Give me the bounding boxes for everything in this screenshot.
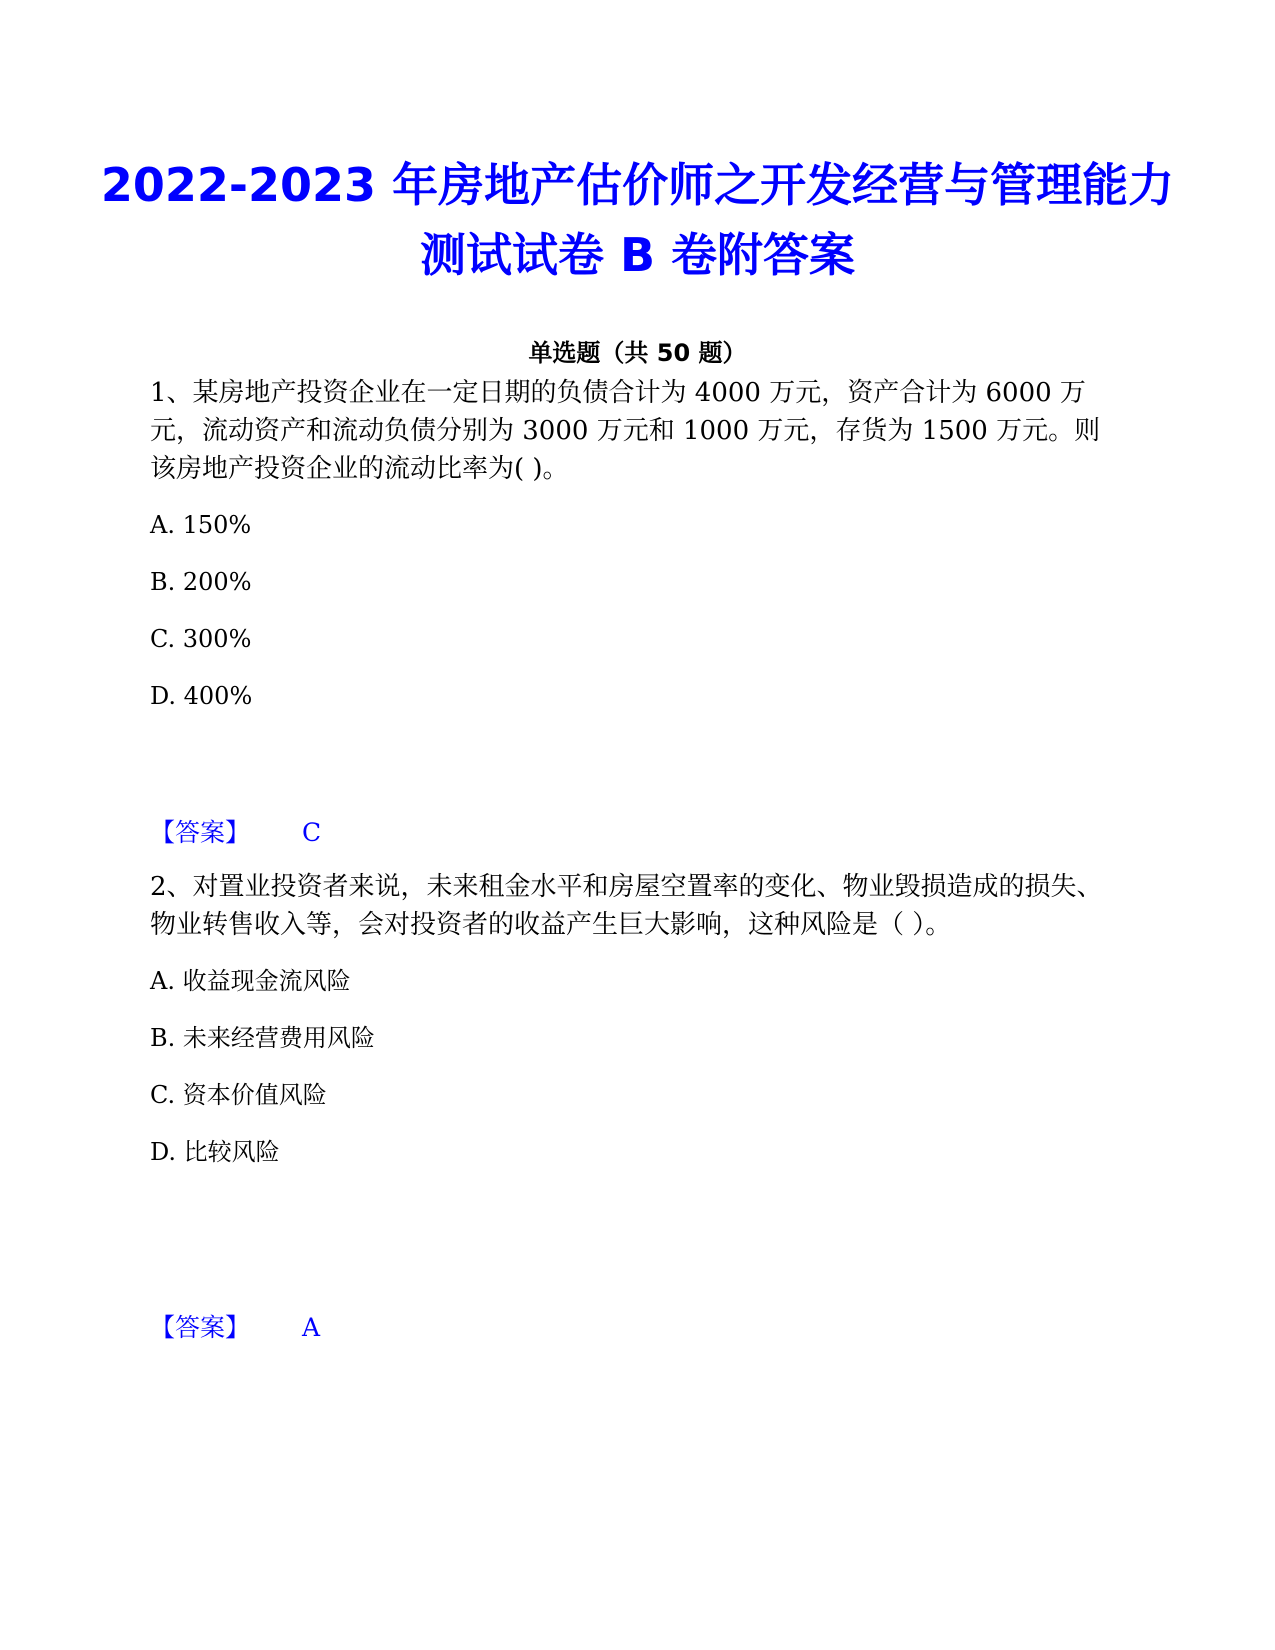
question-1: [150, 374, 1110, 736]
document-title: 2022-2023 年房地产估价师之开发经营与管理能力测试试卷 B 卷附答案: [100, 158, 1175, 282]
answer-value: C: [302, 818, 322, 847]
question-2: [150, 868, 1110, 1192]
answer-label: 【答案】: [150, 818, 251, 847]
option-a: A. 150%: [150, 511, 252, 539]
option-list: [150, 964, 1110, 1192]
option-c: C. 300%: [150, 625, 252, 653]
answer-value: A: [302, 1313, 321, 1342]
option-c: C. 资本价值风险: [150, 1081, 327, 1109]
option-a: A. 收益现金流风险: [150, 967, 351, 995]
answer-line-1: [150, 816, 321, 850]
question-stem: 1、某房地产投资企业在一定日期的负债合计为 4000 万元，资产合计为 6000 万元，流动资产和流动负债分别为 3000 万元和 1000 万元，存货为 1500 万元。则该房地产投资企业的流动比率为( )。: [150, 378, 1101, 484]
option-list: [150, 508, 1110, 736]
option-d: D. 比较风险: [150, 1138, 280, 1166]
section-heading: 单选题（共 50 题）: [528, 339, 747, 367]
option-b: B. 200%: [150, 568, 252, 596]
option-d: D. 400%: [150, 682, 253, 710]
question-stem: 2、对置业投资者来说，未来租金水平和房屋空置率的变化、物业毁损造成的损失、物业转售收入等，会对投资者的收益产生巨大影响，这种风险是（ ）。: [150, 872, 1103, 940]
option-b: B. 未来经营费用风险: [150, 1024, 375, 1052]
answer-label: 【答案】: [150, 1313, 251, 1342]
answer-line-2: [150, 1311, 320, 1345]
